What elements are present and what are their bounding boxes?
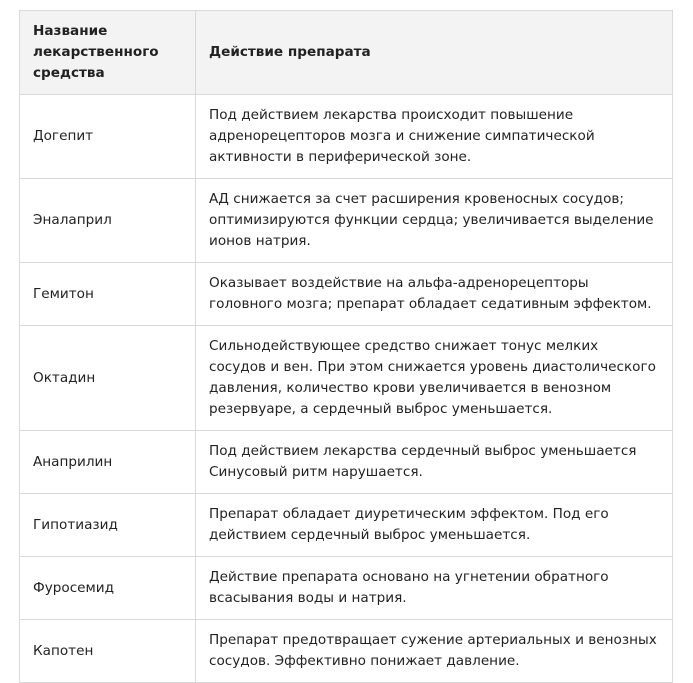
drug-name-cell: Октадин xyxy=(20,326,196,431)
drug-name-cell: Фуросемид xyxy=(20,557,196,620)
drug-table-container xyxy=(19,10,672,683)
drug-name-cell: Анаприлин xyxy=(20,431,196,494)
drug-action-cell: Под действием лекарства происходит повышение адренорецепторов мозга и снижение симпатической активности в периферической зоне. xyxy=(196,95,673,179)
drug-name-cell: Эналаприл xyxy=(20,179,196,263)
table-row xyxy=(20,431,673,494)
drug-name-cell: Догепит xyxy=(20,95,196,179)
drug-action-cell: Препарат предотвращает сужение артериальных и венозных сосудов. Эффективно понижает давление. xyxy=(196,620,673,683)
table-row xyxy=(20,557,673,620)
drug-action-cell: Действие препарата основано на угнетении обратного всасывания воды и натрия. xyxy=(196,557,673,620)
table-header-row xyxy=(20,11,673,95)
drug-name-cell: Гипотиазид xyxy=(20,494,196,557)
drug-action-cell: Оказывает воздействие на альфа-адренорецепторы головного мозга; препарат обладает седативным эффектом. xyxy=(196,263,673,326)
drug-action-cell: АД снижается за счет расширения кровеносных сосудов; оптимизируются функции сердца; увеличивается выделение ионов натрия. xyxy=(196,179,673,263)
drug-table xyxy=(19,10,673,683)
drug-action-cell: Сильнодействующее средство снижает тонус мелких сосудов и вен. При этом снижается уровень диастолического давления, количество крови увеличивается в венозном резервуаре, а сердечный выброс уменьшается. xyxy=(196,326,673,431)
table-row xyxy=(20,263,673,326)
table-row xyxy=(20,95,673,179)
table-row xyxy=(20,179,673,263)
drug-name-cell: Капотен xyxy=(20,620,196,683)
drug-action-cell: Под действием лекарства сердечный выброс уменьшается Синусовый ритм нарушается. xyxy=(196,431,673,494)
table-row xyxy=(20,326,673,431)
table-row xyxy=(20,494,673,557)
header-drug-name: Название лекарственного средства xyxy=(20,11,196,95)
drug-action-cell: Препарат обладает диуретическим эффектом. Под его действием сердечный выброс уменьшается. xyxy=(196,494,673,557)
drug-name-cell: Гемитон xyxy=(20,263,196,326)
table-row xyxy=(20,620,673,683)
header-drug-action: Действие препарата xyxy=(196,11,673,95)
